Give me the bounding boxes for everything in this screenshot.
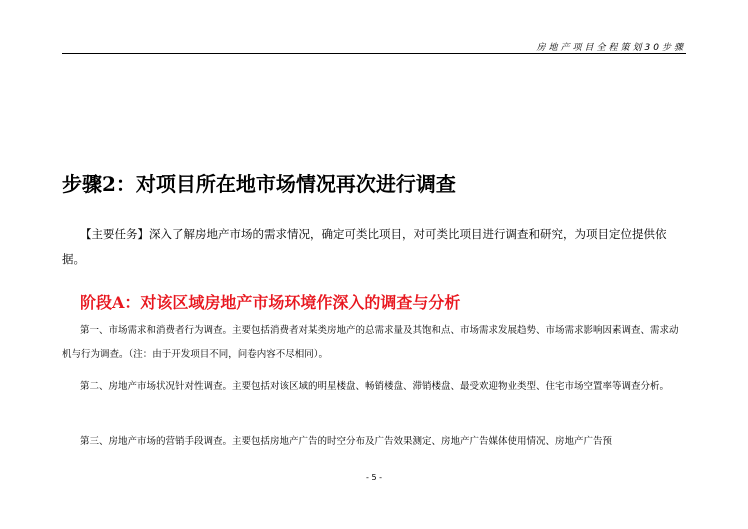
phase-heading: 阶段A：对该区域房地产市场环境作深入的调查与分析 — [80, 293, 461, 312]
page-number: - 5 - — [366, 473, 382, 482]
list-item — [62, 375, 686, 399]
list-item — [62, 319, 686, 367]
list-item-text: 第二、房地产市场状况针对性调查。主要包括对该区域的明星楼盘、畅销楼盘、滞销楼盘、最受欢迎物业类型、住宅市场空置率等调查分析。 — [80, 381, 670, 392]
list-item — [62, 430, 686, 454]
list-item-text: 第一、市场需求和消费者行为调查。主要包括消费者对某类房地产的总需求量及其饱和点、市场需求发展趋势、市场需求影响因素调查、需求动机与行为调查。（注：由于开发项目不同，问卷内容不尽相同）。 — [62, 325, 679, 360]
task-text: 【主要任务】深入了解房地产市场的需求情况，确定可类比项目，对可类比项目进行调查和研究，为项目定位提供依据。 — [62, 227, 667, 266]
step-heading: 步骤2：对项目所在地市场情况再次进行调查 — [62, 172, 456, 196]
header-title: 房地产项目全程策划30步骤 — [536, 43, 686, 53]
header-divider — [62, 53, 686, 54]
task-paragraph — [62, 222, 686, 272]
list-item-text: 第三、房地产市场的营销手段调查。主要包括房地产广告的时空分布及广告效果测定、房地产广告媒体使用情况、房地产广告预 — [80, 436, 613, 447]
